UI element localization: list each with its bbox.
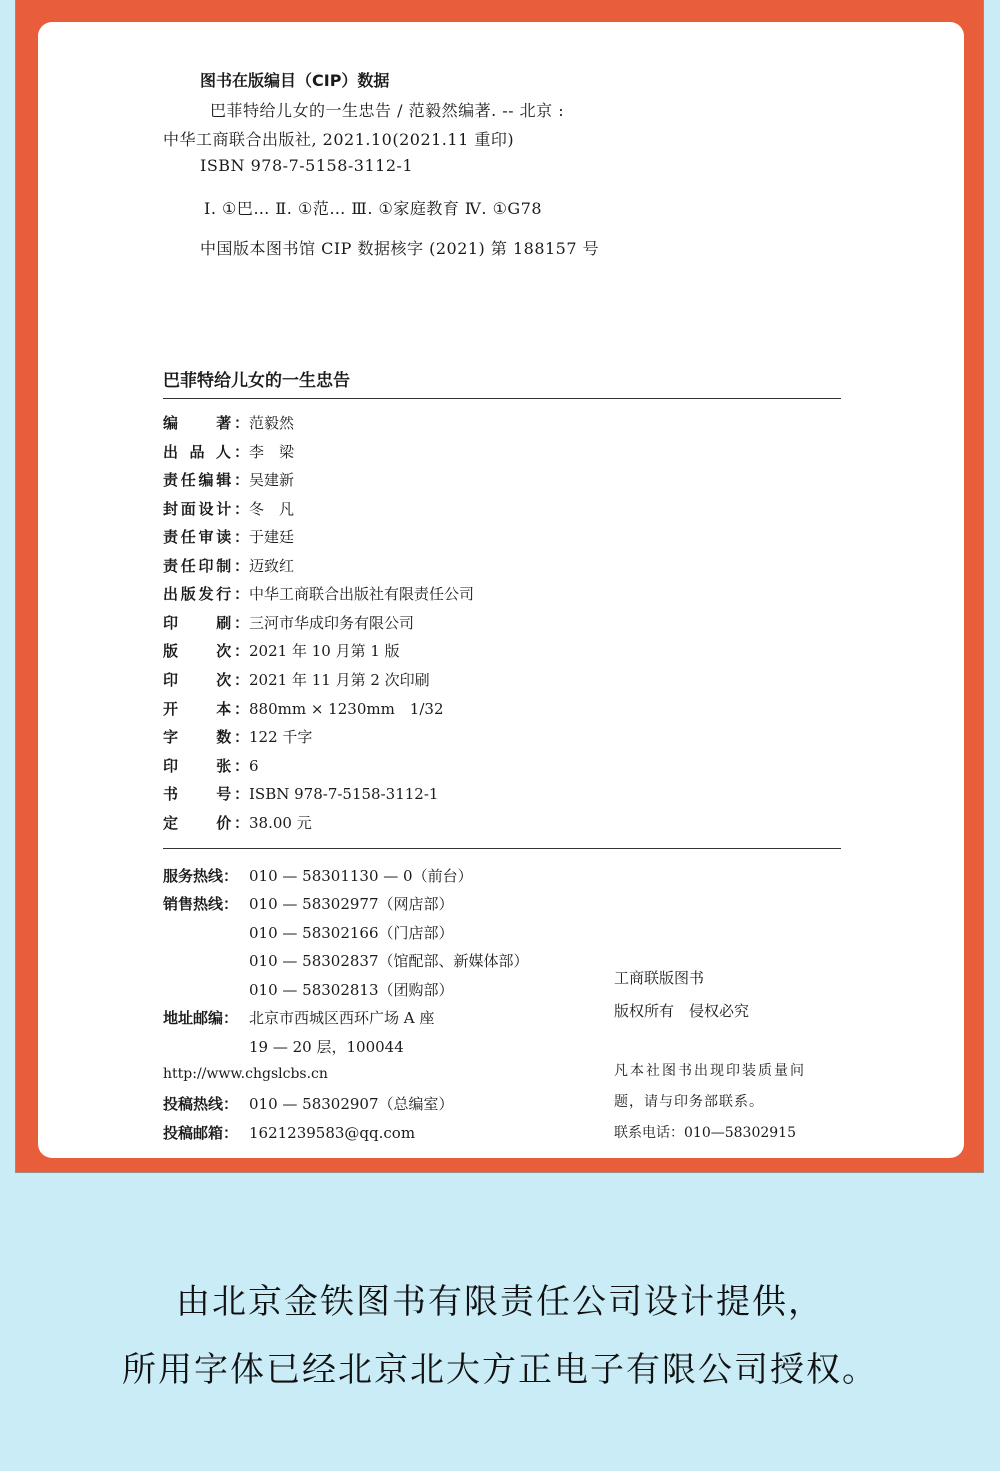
sales-hotline: 销售热线： 010 — 58302977（网店部） <box>163 895 454 913</box>
cip-title: 图书在版编目（CIP）数据 <box>200 71 390 90</box>
sales-hotline-2: 010 — 58302166（门店部） <box>249 924 454 942</box>
copyright-page <box>38 22 964 1158</box>
detail-row-sheets: 印 张：6 <box>163 757 259 775</box>
submission-hotline: 投稿热线： 010 — 58302907（总编室） <box>163 1095 454 1113</box>
detail-row-format: 开 本：880mm × 1230mm 1/32 <box>163 700 444 718</box>
divider-bottom <box>163 848 841 849</box>
footer-credit-line-2: 所用字体已经北京北大方正电子有限公司授权。 <box>122 1350 878 1390</box>
cip-isbn: ISBN 978-7-5158-3112-1 <box>200 156 414 175</box>
divider-top <box>163 398 841 399</box>
detail-row-producer: 出 品 人：李 梁 <box>163 443 295 461</box>
submission-email: 投稿邮箱： 1621239583@qq.com <box>163 1124 416 1142</box>
detail-row-printing: 印 次：2021 年 11 月第 2 次印刷 <box>163 671 430 689</box>
quality-notice-line-2: 题，请与印务部联系。 <box>614 1094 764 1110</box>
footer-credit-line-1: 由北京金铁图书有限责任公司设计提供， <box>176 1282 824 1322</box>
service-hotline: 服务热线： 010 — 58301130 — 0（前台） <box>163 867 473 885</box>
quality-notice-phone: 联系电话：010—58302915 <box>614 1125 796 1141</box>
book-title: 巴菲特给儿女的一生忠告 <box>163 371 350 391</box>
address-line-2: 19 — 20 层，100044 <box>249 1038 404 1056</box>
detail-row-author: 编 著：范毅然 <box>163 414 295 432</box>
quality-notice-line-1: 凡本社图书出现印装质量问 <box>614 1063 806 1079</box>
cip-record-number: 中国版本图书馆 CIP 数据核字 (2021) 第 188157 号 <box>200 239 600 258</box>
sales-hotline-3: 010 — 58302837（馆配部、新媒体部） <box>249 952 529 970</box>
detail-row-cover-design: 封面设计：冬 凡 <box>163 500 295 518</box>
sales-hotline-4: 010 — 58302813（团购部） <box>249 981 454 999</box>
detail-row-publisher: 出版发行：中华工商联合出版社有限责任公司 <box>163 585 475 603</box>
cip-line-2: 中华工商联合出版社, 2021.10(2021.11 重印) <box>163 130 515 149</box>
detail-row-price: 定 价：38.00 元 <box>163 814 312 832</box>
address: 地址邮编： 北京市西城区西环广场 A 座 <box>163 1009 435 1027</box>
detail-row-editor: 责任编辑：吴建新 <box>163 471 295 489</box>
rights-reserved: 版权所有 侵权必究 <box>614 1002 750 1020</box>
detail-row-reviewer: 责任审读：于建廷 <box>163 528 295 546</box>
cip-classification: Ⅰ. ①巴… Ⅱ. ①范… Ⅲ. ①家庭教育 Ⅳ. ①G78 <box>204 199 543 218</box>
detail-row-word-count: 字 数：122 千字 <box>163 728 313 746</box>
cip-line-1: 巴菲特给儿女的一生忠告 / 范毅然编著. -- 北京 : <box>210 101 565 120</box>
detail-row-edition: 版 次：2021 年 10 月第 1 版 <box>163 642 400 660</box>
detail-row-isbn: 书 号：ISBN 978-7-5158-3112-1 <box>163 785 439 803</box>
rights-imprint: 工商联版图书 <box>614 969 705 987</box>
detail-row-print-manager: 责任印制：迈致红 <box>163 557 295 575</box>
website-link[interactable]: http://www.chgslcbs.cn <box>163 1066 328 1082</box>
detail-row-printer: 印 刷：三河市华成印务有限公司 <box>163 614 415 632</box>
